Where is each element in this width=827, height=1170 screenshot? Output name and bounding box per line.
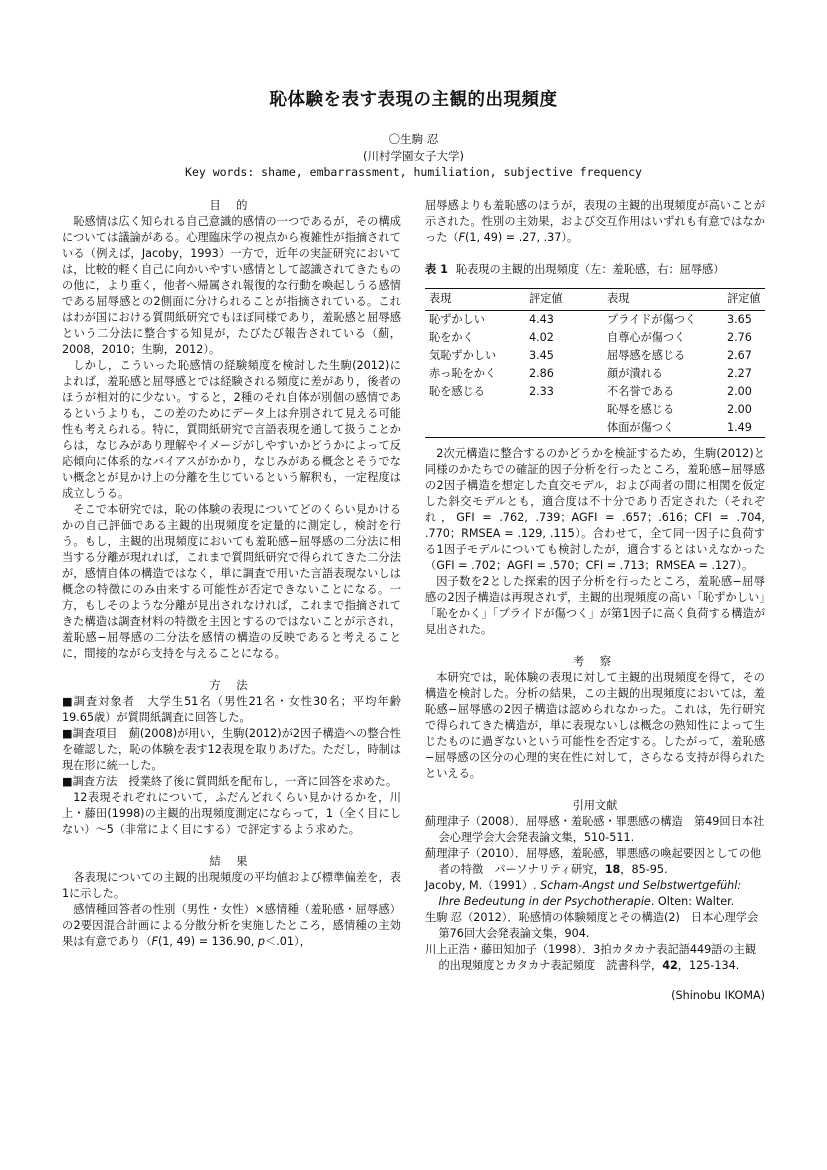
purpose-paragraph-3: そこで本研究では，恥の体験の表現についてどのくらい見かけるかの自己評価である主観的出現頻度を定量的に測定し，検討を行う。もし，主観的出現頻度においても羞恥感−屈辱感の二分法に相当する分離が現れれば，これまで質問紙研究で得られてきた二分法が，感情自体の構造ではなく，単に調査で用いた言語表現ないしは概念の特徴にのみ由来する可能性が否定できないことになる。一方，もしそのような分離が見出されなければ，これまで指摘されてきた構造は調査材料の特徴を主因とするのではないことが示され，羞恥感−屈辱感の二分法を感情の構造の反映であると考えることに，間接的ながら支持を与えることになる。 xyxy=(62,503,401,660)
table-cell: 2.86 xyxy=(529,367,554,380)
results-stat-p: p xyxy=(257,935,266,948)
table-header-cell: 表現 xyxy=(425,289,525,311)
table-cell: 赤っ恥をかく xyxy=(429,367,497,380)
table-cell: 3.65 xyxy=(727,313,752,326)
results-paragraph-2 xyxy=(62,902,401,950)
table-cell: 2.33 xyxy=(529,385,554,398)
table-cell: 恥をかく xyxy=(429,331,474,344)
table-cell: 恥ずかしい xyxy=(429,313,485,326)
table-cell: 屈辱感を感じる xyxy=(607,349,686,362)
reference-volume: 18 xyxy=(604,863,621,876)
discussion-paragraph: 本研究では，恥体験の表現に対して主観的出現頻度を得て，その構造を検討した。分析の結果，この主観的出現頻度においては，羞恥感−屈辱感の2因子構造は認められなかった。これは，先行研究で得られてきた構造が，単に表現ないしは概念の熟知性によって生じたものに過ぎないという可能性を否定する。したがって，羞恥感−屈辱感の区分の心理的実在性に対して，さらなる支持が得られたといえる。 xyxy=(425,671,765,780)
results-text-b: (1, 49) = 136.90, xyxy=(157,935,258,948)
section-heading-references: 引用文献 xyxy=(572,799,618,812)
reference-text: 川上正浩・藤田知加子（1998）．3拍カタカナ表記語449語の主観的出現頻度とカタカナ表記頻度 読書科学， xyxy=(425,943,757,972)
cfa-paragraph: 2次元構造に整合するのかどうかを検証するため，生駒(2012)と同様のかたちでの確証的因子分析を行ったところ，羞恥感−屈辱感の2因子構造を想定した直交モデル，および両者の間に相関を仮定した斜交モデルとも，適合度は不十分であり否定された（それぞれ，GFI = .762, .739；AGFI = .657；.616；CFI = .704, .770；RMSEA = .129, .115）。合わせて，全て同一因子に負荷する1因子モデルについても検討したが，適合するとはいえなかった（GFI = .702；AGFI = .570；CFI = .713；RMSEA = .127）。 xyxy=(425,447,765,572)
right-column xyxy=(425,198,765,1004)
results-text-c: ＜.01）， xyxy=(265,935,311,948)
results-paragraph-1: 各表現についての主観的出現頻度の平均値および標準偏差を，表1に示した。 xyxy=(62,871,401,900)
reference-text: Jacoby, M.（1991）. xyxy=(425,879,541,892)
table-cell: 4.02 xyxy=(529,331,554,344)
section-heading-results: 結 果 xyxy=(209,855,254,868)
results-stat-f: F xyxy=(151,935,158,948)
results-table xyxy=(425,288,765,438)
reference-pages: ，125-134. xyxy=(677,959,740,972)
table-row xyxy=(425,329,765,347)
table-row xyxy=(425,311,765,330)
table-cell xyxy=(425,401,525,419)
method-items: ■調査項目 薊(2008)が用い，生駒(2012)が2因子構造への整合性を確認した，恥の体験を表す12表現を取りあげた。ただし，時制は現在形に統一した。 xyxy=(62,727,401,772)
table-cell: 2.00 xyxy=(727,385,752,398)
results-cont-text-a: 屈辱感よりも羞恥感のほうが，表現の主観的出現頻度が高いことが示された。性別の主効果，および交互作用はいずれも有意ではなかった（ xyxy=(425,199,765,244)
reference-pages: ，85-95. xyxy=(620,863,668,876)
table-caption-text: 恥表現の主観的出現頻度（左：羞恥感，右：屈辱感） xyxy=(455,263,725,276)
reference-item xyxy=(425,846,765,878)
reference-item xyxy=(425,878,765,910)
table-cell: 2.00 xyxy=(727,403,752,416)
left-column xyxy=(62,198,401,950)
table-row xyxy=(425,401,765,419)
section-heading-method: 方 法 xyxy=(209,679,254,692)
keywords-line: Key words: shame, embarrassment, humiliation, subjective frequency xyxy=(185,165,642,179)
table-row xyxy=(425,347,765,365)
table-cell xyxy=(525,401,603,419)
method-rating: 12表現それぞれについて，ふだんどれくらい見かけるかを，川上・藤田(1998)の主観的出現頻度測定にならって，1（全く目にしない）〜5（非常によく目にする）で評定するよう求めた。 xyxy=(62,791,401,836)
results-continued xyxy=(425,198,765,246)
results-cont-stat-f: F xyxy=(458,231,466,244)
table-caption xyxy=(425,262,765,278)
author-name: 〇生駒 忍 xyxy=(388,132,439,146)
reference-item: 薊理津子（2008）．屈辱感・羞恥感・罪悪感の構造 第49回日本社会心理学会大会発表論文集，510-511. xyxy=(425,815,765,844)
table-cell: 体面が傷つく xyxy=(607,421,675,434)
reference-item: 生駒 忍（2012）．恥感情の体験頻度とその構造(2) 日本心理学会第76回大会発表論文集，904. xyxy=(425,911,759,940)
table-cell: 不名誉である xyxy=(607,385,675,398)
reference-item xyxy=(425,942,765,974)
table-header-cell: 評定値 xyxy=(525,289,603,311)
table-cell: プライドが傷つく xyxy=(607,313,697,326)
reference-book-title: Scham-Angst und Selbstwertgefühl: Ihre Bedeutung in der Psychotherapie xyxy=(438,879,742,908)
author-signature: (Shinobu IKOMA) xyxy=(671,989,765,1002)
table-cell: 恥辱を感じる xyxy=(607,403,675,416)
table-cell: 2.67 xyxy=(727,349,752,362)
reference-volume: 42 xyxy=(662,959,678,972)
author-affiliation: (川村学園女子大学) xyxy=(363,149,464,163)
purpose-paragraph-1: 恥感情は広く知られる自己意識的感情の一つであるが，その構成については議論がある。心理臨床学の視点から複雑性が指摘されている（例えば，Jacoby，1993）一方で，近年の実証研究においては，比較的軽く自己に向かいやすい感情として認識されてきたものの他に，より重く，他者へ帰属され報復的な行動を喚起しうる感情である屈辱感との2側面に分けられることが指摘されている。これはわが国における質問紙研究でもほぼ同様であり，羞恥感と屈辱感という二分法に整合する知見が，たびたび報告されている（薊，2008，2010；生駒，2012）。 xyxy=(62,215,401,356)
table-cell: 恥を感じる xyxy=(429,385,485,398)
table-cell: 3.45 xyxy=(529,349,554,362)
method-participants: ■調査対象者 大学生51名（男性21名・女性30名；平均年齢19.65歳）が質問紙調査に回答した。 xyxy=(62,695,401,724)
table-cell: 顔が潰れる xyxy=(607,367,663,380)
section-heading-discussion: 考 察 xyxy=(573,655,617,668)
table-cell: 気恥ずかしい xyxy=(429,349,497,362)
efa-paragraph: 因子数を2とした探索的因子分析を行ったところ，羞恥感−屈辱感の2因子構造は再現されず，主観的出現頻度の高い「恥ずかしい」「恥をかく」「プライドが傷つく」が第1因子に高く負荷する構造が見出された。 xyxy=(425,575,765,636)
table-row xyxy=(425,419,765,438)
table-header-row xyxy=(425,289,765,311)
reference-text: 薊理津子（2010）．屈辱感，羞恥感，罪悪感の喚起要因としての他者の特徴 パーソナリティ研究， xyxy=(425,847,762,876)
table-cell: 4.43 xyxy=(529,313,554,326)
table-cell: 2.27 xyxy=(727,367,752,380)
method-procedure: ■調査方法 授業終了後に質問紙を配布し，一斉に回答を求めた。 xyxy=(62,775,398,788)
table-cell: 1.49 xyxy=(727,421,752,434)
table-row xyxy=(425,365,765,383)
purpose-paragraph-2: しかし，こういった恥感情の経験頻度を検討した生駒(2012)によれば，羞恥感と屈辱感とでは経験される頻度に差があり，後者のほうが相対的に少ない。すると，2種のそれ自体が別個の感情であるというよりも，この差のためにデータ上は弁別されて見える可能性も考えられる。特に，質問紙研究で言語表現を通して扱うことからは，なじみがあり理解やイメージがしやすいかどうかによって反応傾向に体系的なバイアスがかかり，なじみがある概念とそうでない概念とが見かけ上の分離を生じているという解釈も，一定程度は成立しうる。 xyxy=(62,359,401,500)
table-header-cell: 評定値 xyxy=(723,289,765,311)
section-heading-purpose: 目 的 xyxy=(209,199,254,212)
page-title: 恥体験を表す表現の主観的出現頻度 xyxy=(269,90,558,110)
table-cell: 自尊心が傷つく xyxy=(607,331,686,344)
results-text-a: 感情種回答者の性別（男性・女性）×感情種（羞恥感・屈辱感）の2要因混合計画による分散分析を実施したところ，感情種の主効果は有意であり（ xyxy=(62,903,401,948)
reference-publisher: . Olten: Walter. xyxy=(650,895,735,908)
table-header-cell: 表現 xyxy=(603,289,723,311)
results-cont-text-b: (1, 49) = .27, .37）。 xyxy=(465,231,579,244)
table-cell xyxy=(525,419,603,438)
table-cell xyxy=(425,419,525,438)
table-row xyxy=(425,383,765,401)
table-label: 表 1 xyxy=(425,263,448,276)
table-cell: 2.76 xyxy=(727,331,752,344)
